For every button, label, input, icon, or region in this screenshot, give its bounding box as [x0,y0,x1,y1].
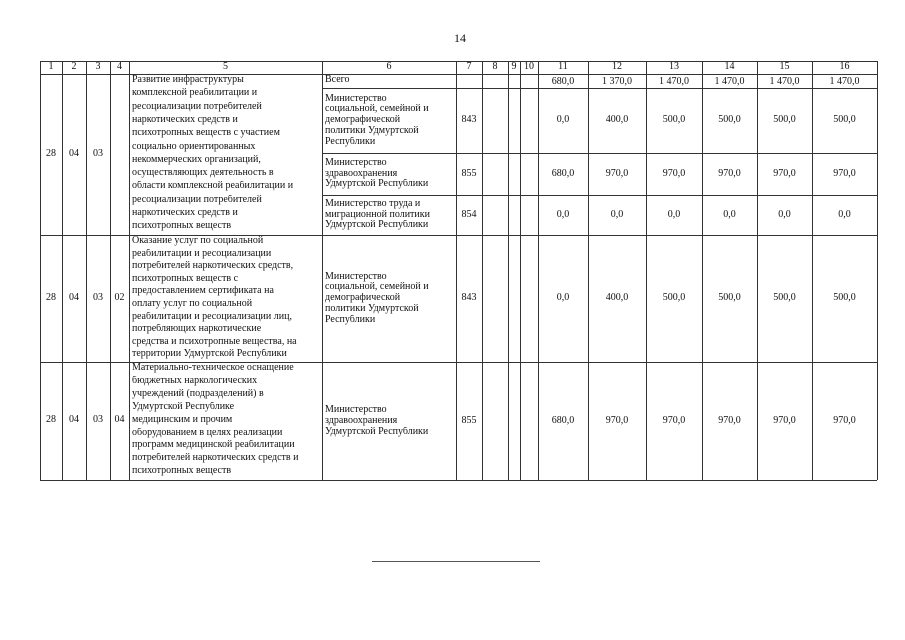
code-cell-2: 04 [69,415,79,425]
value-cell: 970,0 [773,414,796,426]
value-cell: 500,0 [833,114,856,126]
measure-name-line: психотропных веществ с [132,273,239,284]
value-cell: 970,0 [718,414,741,426]
value-cell: 0,0 [723,208,736,220]
value-cell: 680,0 [551,76,575,88]
column-header: 4 [117,61,122,73]
value-cell: 500,0 [773,292,796,304]
column-divider [322,61,323,480]
column-header: 3 [95,61,101,73]
measure-name-line: учреждений (подразделений) в [132,388,264,399]
value-cell: 1 370,0 [602,76,632,88]
value-cell: 500,0 [718,292,741,304]
column-header: 9 [511,61,517,73]
executor-line: Удмуртской Республики [325,426,429,437]
value-cell: 1 470,0 [714,76,745,88]
measure-name-line: потребителей наркотических средств, [132,261,294,272]
measure-name-line: наркотических средств и [132,208,238,218]
measure-name-line: социально ориентированных [132,141,256,152]
column-header: 16 [839,61,850,73]
column-header: 1 [48,61,54,73]
column-header: 15 [779,61,790,73]
column-header: 12 [612,61,622,73]
value-cell: 970,0 [833,167,856,179]
code-cell-3: 03 [93,149,103,159]
measure-name-line: психотропных веществ [132,466,232,477]
measure-name-line: потребителей наркотических средств и [132,453,299,464]
executor-line: демографической [325,115,401,126]
column-header: 7 [466,61,472,73]
column-divider [129,61,130,480]
measure-name-line: некоммерческих организаций, [132,154,261,165]
measure-name-line: программ медицинской реабилитации [132,440,295,451]
column-header: 2 [71,61,77,73]
code-cell-4: 04 [114,415,125,425]
column-divider [508,61,509,480]
value-cell: 0,0 [556,208,570,220]
executor-line: Республики [325,136,376,147]
executor-line: Республики [325,314,376,325]
code-cell-1: 28 [46,415,56,425]
executor-line: Министерство [325,93,387,104]
value-cell: 500,0 [718,114,741,126]
column-header: 10 [524,61,534,73]
executor-line: миграционной политики [325,209,430,220]
measure-name-line: медицинским и прочим [132,414,233,425]
value-cell: 970,0 [662,167,686,179]
value-cell: 1 470,0 [769,76,800,88]
budget-code-cell: 843 [461,292,477,304]
value-cell: 0,0 [610,208,624,220]
executor-line: Министерство [325,405,387,415]
measure-name-line: психотропных веществ [132,221,232,232]
code-cell-3: 03 [93,415,103,425]
value-cell: 500,0 [662,292,686,304]
column-header: 11 [558,61,568,73]
executor-line: здравоохранения [325,415,398,426]
column-divider [520,61,521,480]
budget-code-cell: 855 [461,414,477,426]
measure-name-line: ресоциализации потребителей [132,194,262,205]
executor-line: социальной, семейной и [325,104,429,115]
budget-code-cell: 854 [461,208,477,220]
measure-name-line: наркотических средств и [132,114,238,125]
executor-line: Министерство труда и [325,198,421,209]
page-number: 14 [454,31,466,45]
executor-line: здравоохранения [325,168,398,179]
measure-name-line: Оказание услуг по социальной [132,236,264,246]
value-cell: 970,0 [662,414,686,426]
value-cell: 500,0 [662,114,686,126]
code-cell-4: 02 [114,292,125,303]
budget-code-cell: 855 [461,167,477,179]
value-cell: 1 470,0 [659,76,689,88]
group3-bottom-border [40,480,877,481]
measure-name-line: Материально-техническое оснащение [132,363,294,373]
measure-name-line: комплексной реабилитации и [132,88,258,99]
executor-line: политики Удмуртской [325,125,419,136]
value-cell: 0,0 [778,208,791,220]
measure-name-line: психотропных веществ с участием [132,128,280,139]
measure-name-line: предоставлением сертификата на [132,286,274,297]
executor-line: социальной, семейной и [325,282,429,293]
value-cell: 500,0 [773,114,796,126]
code-cell-3: 03 [93,292,103,303]
measure-name-line: территории Удмуртской Республики [132,349,287,360]
value-cell: 0,0 [838,208,851,220]
code-cell-2: 04 [69,292,79,303]
column-divider [482,61,483,480]
value-cell: 400,0 [605,292,629,304]
column-header: 6 [386,61,392,73]
value-cell: 970,0 [605,167,629,179]
measure-name-line: оплату услуг по социальной [132,299,253,309]
measure-name-line: реабилитации и ресоциализации [132,248,272,259]
executor-line: Министерство [325,157,387,168]
code-cell-1: 28 [46,292,56,303]
value-cell: 970,0 [833,414,856,426]
value-cell: 680,0 [551,414,575,426]
measure-name-line: потребляющих наркотические [132,324,262,335]
value-cell: 1 470,0 [829,76,860,88]
executor-line: Удмуртской Республики [325,179,429,190]
value-cell: 970,0 [773,167,796,179]
value-cell: 970,0 [718,167,741,179]
measure-name-line: бюджетных наркологических [132,375,258,386]
measure-name-line: Удмуртской Республике [132,401,235,412]
executor-line: Министерство [325,271,387,282]
measure-name-line: области комплексной реабилитации и [132,181,294,192]
value-cell: 0,0 [556,292,570,304]
column-header: 5 [223,61,228,73]
value-cell: 680,0 [551,167,575,179]
footer-divider [372,561,540,562]
measure-name-line: ресоциализации потребителей [132,101,262,112]
executor-line: Всего [325,75,350,85]
executor-line: политики Удмуртской [325,303,419,314]
code-cell-2: 04 [69,149,79,159]
column-header: 14 [724,61,735,73]
measure-name-line: оборудованием в целях реализации [132,427,283,438]
measure-name-line: осуществляющих деятельность в [132,168,274,179]
code-cell-1: 28 [46,149,56,159]
measure-name-line: реабилитации и ресоциализации лиц, [132,311,292,322]
executor-line: Удмуртской Республики [325,220,429,231]
column-header: 8 [492,61,498,73]
budget-code-cell: 843 [461,114,477,126]
measure-name-line: Развитие инфраструктуры [132,75,244,85]
executor-line: демографической [325,293,401,304]
value-cell: 500,0 [833,292,856,304]
value-cell: 970,0 [605,414,629,426]
column-header: 13 [669,61,679,73]
value-cell: 400,0 [605,114,629,126]
column-divider [877,61,878,480]
value-cell: 0,0 [556,114,570,126]
value-cell: 0,0 [667,208,681,220]
measure-name-line: средства и психотропные вещества, на [132,336,297,347]
